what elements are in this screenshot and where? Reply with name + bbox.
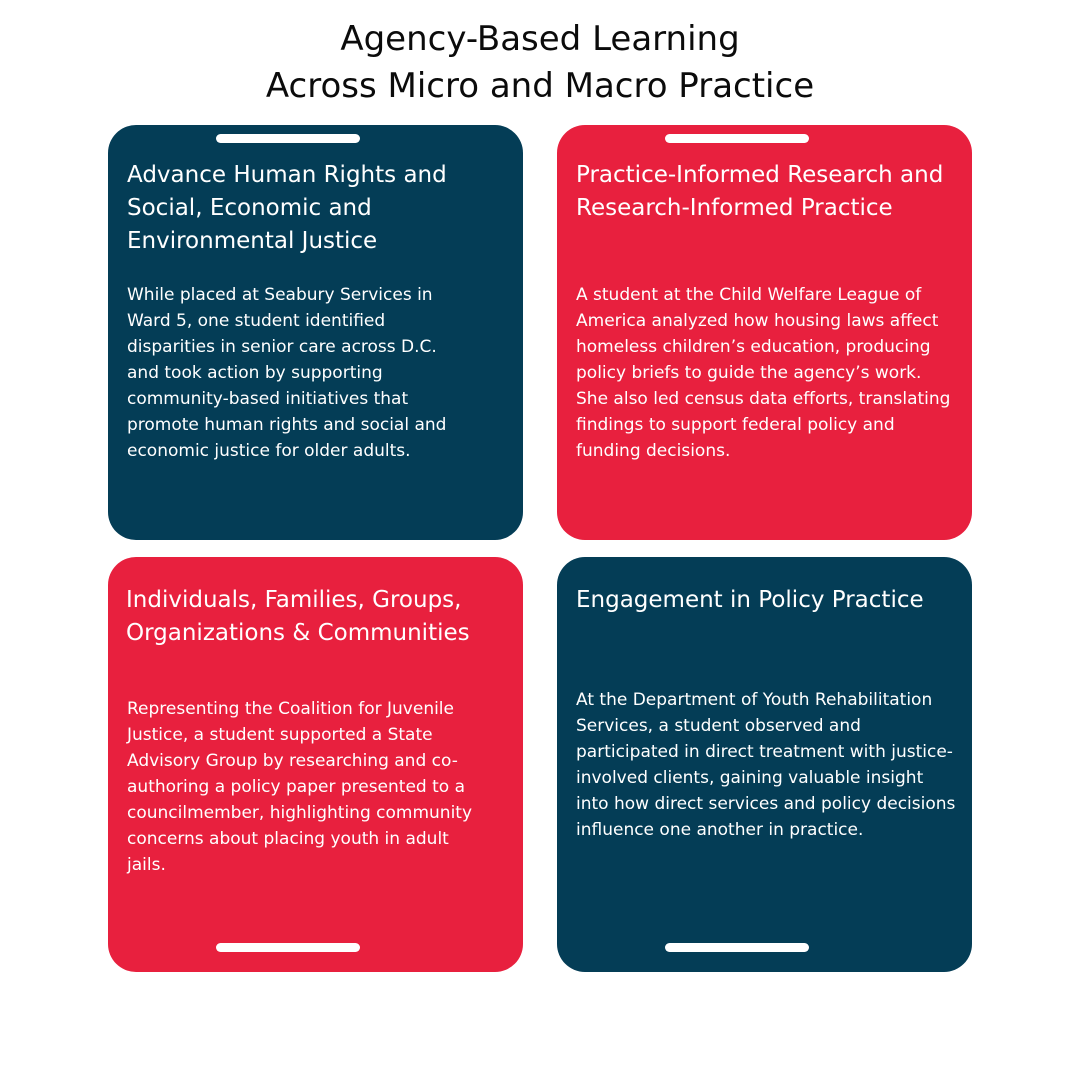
page-title <box>0 16 1080 110</box>
page-title-line-1: Agency-Based Learning <box>340 19 740 59</box>
card-title: Advance Human Rights and Social, Economic and Environmental Justice <box>127 162 447 254</box>
card-bottom-bar <box>665 943 809 952</box>
card-title: Individuals, Families, Groups, Organizations & Communities <box>126 587 470 646</box>
card-practice-research <box>557 125 972 540</box>
card-body: While placed at Seabury Services in Ward 5, one student identified disparities in senior care across D.C. and took action by supporting community-based initiatives that promote human rights and social and economic justice for older adults. <box>127 285 447 461</box>
card-individuals-communities <box>108 557 523 972</box>
card-top-bar <box>665 134 809 143</box>
card-body: A student at the Child Welfare League of America analyzed how housing laws affect homeless children’s education, producing policy briefs to guide the agency’s work. She also led census data efforts, translating findings to support federal policy and funding decisions. <box>576 285 951 461</box>
card-title: Practice-Informed Research and Research-Informed Practice <box>576 162 944 221</box>
card-title: Engagement in Policy Practice <box>576 587 924 613</box>
card-body: At the Department of Youth Rehabilitation Services, a student observed and participated in direct treatment with justice-involved clients, gaining valuable insight into how direct services and policy decisions influence one another in practice. <box>576 690 956 840</box>
card-body: Representing the Coalition for Juvenile Justice, a student supported a State Advisory Group by researching and co-authoring a policy paper presented to a councilmember, highlighting community concerns about placing youth in adult jails. <box>127 699 473 875</box>
card-bottom-bar <box>216 943 360 952</box>
card-policy-practice <box>557 557 972 972</box>
page-title-line-2: Across Micro and Macro Practice <box>265 66 815 106</box>
card-human-rights-justice <box>108 125 523 540</box>
card-top-bar <box>216 134 360 143</box>
